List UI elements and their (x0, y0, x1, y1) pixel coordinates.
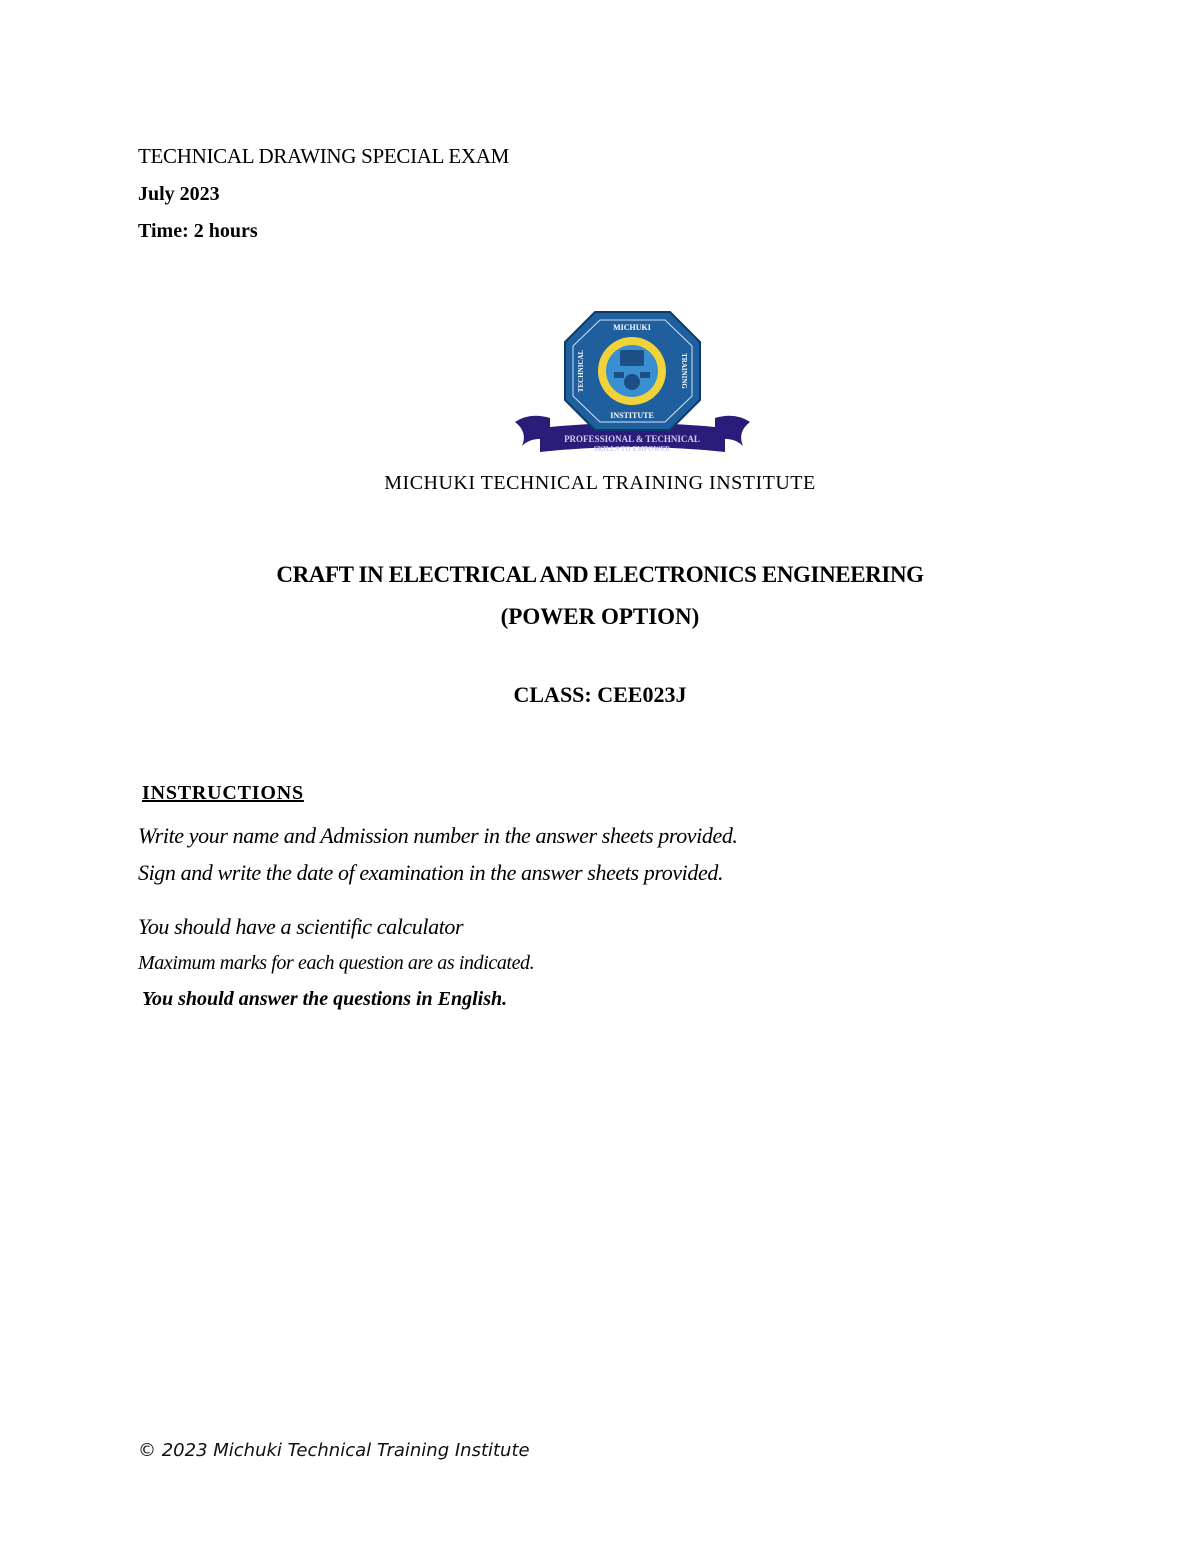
instruction-item: You should answer the questions in English. (142, 988, 508, 1010)
copyright-footer: © 2023 Michuki Technical Training Institute (138, 1440, 530, 1461)
logo-banner-line2: SKILLS TO EMPOWER (593, 445, 671, 453)
logo-banner-line1: PROFESSIONAL & TECHNICAL (564, 434, 700, 444)
exam-time: Time: 2 hours (138, 220, 258, 242)
logo-left-text: TECHNICAL (577, 349, 585, 393)
instructions-heading: INSTRUCTIONS (142, 782, 304, 804)
institute-name: MICHUKI TECHNICAL TRAINING INSTITUTE (384, 472, 816, 494)
instruction-item: You should have a scientific calculator (138, 914, 464, 939)
logo-right-text: TRAINING (680, 353, 688, 389)
exam-date: July 2023 (138, 183, 220, 205)
course-option: (POWER OPTION) (500, 604, 700, 629)
instruction-item: Write your name and Admission number in the answer sheets provided. (138, 823, 738, 848)
exam-title: TECHNICAL DRAWING SPECIAL EXAM (138, 144, 509, 168)
instruction-item: Sign and write the date of examination in the answer sheets provided. (138, 860, 724, 885)
logo-top-text: MICHUKI (613, 323, 651, 332)
logo-bottom-text: INSTITUTE (610, 411, 654, 420)
instruction-item: Maximum marks for each question are as indicated. (138, 952, 535, 974)
institute-crest-icon (510, 300, 755, 460)
course-title: CRAFT IN ELECTRICAL AND ELECTRONICS ENGINEERING (276, 562, 924, 587)
class-code: CLASS: CEE023J (513, 682, 687, 707)
